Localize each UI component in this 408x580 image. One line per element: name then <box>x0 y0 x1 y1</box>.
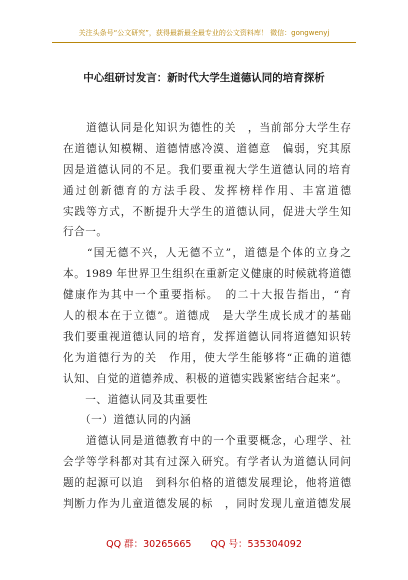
body-line: 我们要重视道德认同的培育，发挥道德认同将道德知识转 <box>63 330 351 343</box>
body-line: “国无德不兴，人无德不立”，道德是个体的立身之 <box>63 247 351 260</box>
document-title: 中心组研讨发言：新时代大学生道德认同的培育探析 <box>83 72 325 84</box>
body-line: 在道德认知模糊、道德情感冷漠、道德意 偏弱，究其原 <box>63 142 351 155</box>
header-banner: 关注头条号“公文研究”，获得最新最全最专业的公文资料库！ 微信：gongwenyj <box>78 29 330 37</box>
body-line: 道德认同是化知识为德性的关 ，当前部分大学生存 <box>63 122 351 134</box>
body-line: 化为道德行为的关 作用，使大学生能够将“正确的道德 <box>63 351 351 364</box>
document-body <box>63 118 351 515</box>
body-line: 认知、自觉的道德养成、积极的道德实践紧密结合起来”。 <box>63 372 348 385</box>
body-line: 行合一。 <box>63 226 108 239</box>
body-line: 题的起源可以追 到科尔伯格的道德发展理论，他将道德 <box>63 477 351 490</box>
body-line: 道德认同是道德教育中的一个重要概念，心理学、社 <box>63 435 351 448</box>
footer-contact <box>0 536 408 550</box>
section-heading: 一、道德认同及其重要性 <box>63 393 208 406</box>
body-line: 健康作为其中一个重要指标。 的二十大报告指出，“育 <box>63 289 351 302</box>
header-divider <box>52 42 356 43</box>
body-line: 会学等学科都对其有过深入研究。有学者认为道德认同问 <box>63 456 351 469</box>
qq-number-label: QQ 号：535304092 <box>210 539 302 550</box>
qq-group-label: QQ 群：30265665 <box>106 539 192 550</box>
body-line: 人的根本在于立德”。道德成 是大学生成长成才的基础 <box>63 310 351 323</box>
body-line: 因是道德认同的不足。我们要重视大学生道德认同的培育 <box>63 163 351 176</box>
body-line: 通过创新德育的方法手段、发挥榜样作用、丰富道德 <box>63 184 351 197</box>
subsection-heading: （一）道德认同的内涵 <box>63 414 192 427</box>
body-line: 实践等方式，不断提升大学生的道德认同，促进大学生知 <box>63 205 351 218</box>
body-line: 本。1989 年世界卫生组织在重新定义健康的时候就将道德 <box>63 268 351 281</box>
body-line: 判断力作为儿童道德发展的标 ，同时发现儿童道德发展 <box>63 498 351 511</box>
